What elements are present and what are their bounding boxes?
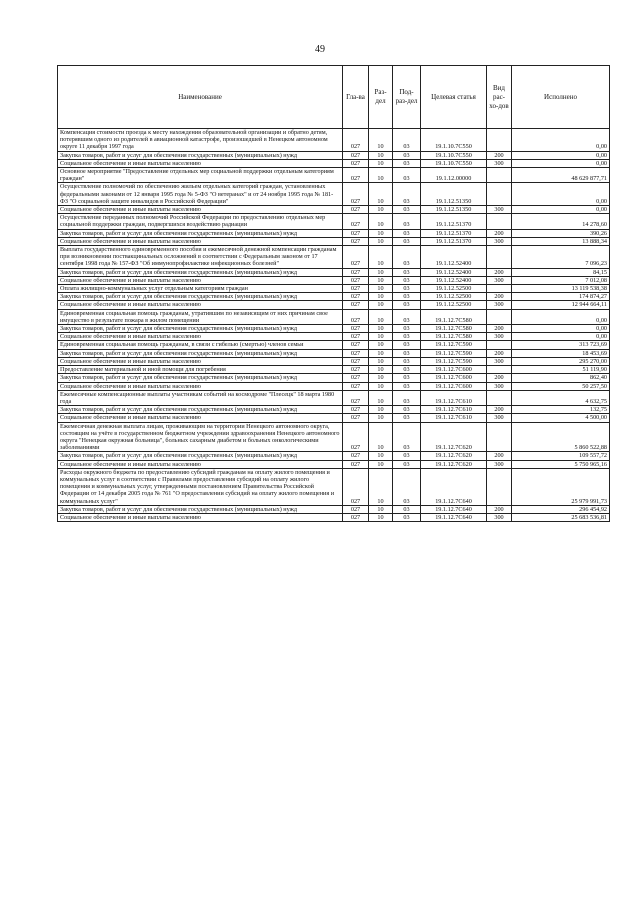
row-name-cell: Социальное обеспечение и иные выплаты населению xyxy=(58,460,343,468)
row-glava-cell: 027 xyxy=(343,293,369,301)
row-glava-cell: 027 xyxy=(343,366,369,374)
row-glava-cell: 027 xyxy=(343,422,369,452)
row-podrazdel-cell: 03 xyxy=(393,129,421,152)
row-expense-type-cell xyxy=(487,309,512,324)
row-name-cell: Закупка товаров, работ и услуг для обеспечения государственных (муниципальных) нужд xyxy=(58,406,343,414)
row-target-article-cell: 19.1.12.52500 xyxy=(421,285,487,293)
row-podrazdel-cell: 03 xyxy=(393,513,421,521)
row-expense-type-cell: 300 xyxy=(487,159,512,167)
table-row xyxy=(58,349,610,357)
row-podrazdel-cell: 03 xyxy=(393,341,421,349)
row-executed-cell: 48 629 877,71 xyxy=(512,168,610,183)
table-row xyxy=(58,183,610,206)
row-name-cell: Социальное обеспечение и иные выплаты населению xyxy=(58,237,343,245)
row-expense-type-cell xyxy=(487,366,512,374)
table-row xyxy=(58,505,610,513)
row-razdel-cell: 10 xyxy=(369,229,393,237)
row-expense-type-cell: 200 xyxy=(487,151,512,159)
table-row xyxy=(58,309,610,324)
row-expense-type-cell: 300 xyxy=(487,382,512,390)
row-podrazdel-cell: 03 xyxy=(393,390,421,405)
row-name-cell: Ежемесячные компенсационные выплаты участникам событий на космодроме "Плесецк" 18 марта 1980 года xyxy=(58,390,343,405)
row-target-article-cell: 19.1.12.52500 xyxy=(421,301,487,309)
row-target-article-cell: 19.1.10.7С550 xyxy=(421,159,487,167)
row-expense-type-cell: 300 xyxy=(487,357,512,365)
row-name-cell: Социальное обеспечение и иные выплаты населению xyxy=(58,301,343,309)
table-row xyxy=(58,168,610,183)
table-row xyxy=(58,325,610,333)
page-number: 49 xyxy=(315,44,325,55)
row-name-cell: Социальное обеспечение и иные выплаты населению xyxy=(58,382,343,390)
row-podrazdel-cell: 03 xyxy=(393,237,421,245)
row-podrazdel-cell: 03 xyxy=(393,406,421,414)
table-row xyxy=(58,268,610,276)
row-executed-cell: 18 453,69 xyxy=(512,349,610,357)
row-podrazdel-cell: 03 xyxy=(393,325,421,333)
header-target-article: Целевая статья xyxy=(421,66,487,129)
row-razdel-cell: 10 xyxy=(369,366,393,374)
table-row xyxy=(58,246,610,269)
row-expense-type-cell xyxy=(487,341,512,349)
row-expense-type-cell: 200 xyxy=(487,406,512,414)
row-target-article-cell: 19.1.12.7С600 xyxy=(421,374,487,382)
row-name-cell: Закупка товаров, работ и услуг для обеспечения государственных (муниципальных) нужд xyxy=(58,349,343,357)
row-name-cell: Выплата государственного единовременного пособия и ежемесячной денежной компенсации гражданам при возникновении поствакцинальных осложнений в соответствии с Федеральным законом от 17 сентября 1998 года № 157-ФЗ "Об иммунопрофилактике инфекционных болезней" xyxy=(58,246,343,269)
row-glava-cell: 027 xyxy=(343,301,369,309)
row-name-cell: Закупка товаров, работ и услуг для обеспечения государственных (муниципальных) нужд xyxy=(58,268,343,276)
row-executed-cell: 14 278,60 xyxy=(512,214,610,229)
table-row xyxy=(58,276,610,284)
row-expense-type-cell: 300 xyxy=(487,460,512,468)
row-podrazdel-cell: 03 xyxy=(393,414,421,422)
row-glava-cell: 027 xyxy=(343,460,369,468)
table-row xyxy=(58,293,610,301)
row-name-cell: Социальное обеспечение и иные выплаты населению xyxy=(58,414,343,422)
row-target-article-cell: 19.1.12.7С580 xyxy=(421,333,487,341)
row-razdel-cell: 10 xyxy=(369,406,393,414)
row-razdel-cell: 10 xyxy=(369,333,393,341)
row-razdel-cell: 10 xyxy=(369,505,393,513)
table-row xyxy=(58,406,610,414)
row-executed-cell: 51 119,90 xyxy=(512,366,610,374)
row-name-cell: Единовременная социальная помощь гражданам, утратившим по независящим от них причинам свое имущество в результате пожара в жилом помещении xyxy=(58,309,343,324)
table-header-row xyxy=(58,66,610,129)
row-razdel-cell: 10 xyxy=(369,468,393,505)
row-executed-cell: 84,15 xyxy=(512,268,610,276)
row-podrazdel-cell: 03 xyxy=(393,159,421,167)
row-expense-type-cell xyxy=(487,422,512,452)
table-row xyxy=(58,460,610,468)
row-executed-cell: 7 012,08 xyxy=(512,276,610,284)
row-target-article-cell: 19.1.12.51350 xyxy=(421,183,487,206)
header-podrazdel: Под-раз-дел xyxy=(393,66,421,129)
row-glava-cell: 027 xyxy=(343,452,369,460)
table-row xyxy=(58,374,610,382)
row-razdel-cell: 10 xyxy=(369,129,393,152)
row-glava-cell: 027 xyxy=(343,129,369,152)
row-razdel-cell: 10 xyxy=(369,168,393,183)
row-executed-cell: 5 750 965,16 xyxy=(512,460,610,468)
row-glava-cell: 027 xyxy=(343,333,369,341)
row-podrazdel-cell: 03 xyxy=(393,452,421,460)
row-glava-cell: 027 xyxy=(343,229,369,237)
row-podrazdel-cell: 03 xyxy=(393,366,421,374)
table-row xyxy=(58,214,610,229)
row-name-cell: Ежемесячная денежная выплата лицам, проживающим на территории Ненецкого автономного округа, состоящим на учёте в государственном бюджетном учреждении здравоохранения Ненецкого автономного округа "Ненецкая окружная больница", больных сахарным диабетом и больных онкологическими заболеваниями xyxy=(58,422,343,452)
row-razdel-cell: 10 xyxy=(369,268,393,276)
row-target-article-cell: 19.1.12.7С620 xyxy=(421,452,487,460)
row-razdel-cell: 10 xyxy=(369,285,393,293)
row-target-article-cell: 19.1.12.52500 xyxy=(421,293,487,301)
row-glava-cell: 027 xyxy=(343,414,369,422)
row-expense-type-cell xyxy=(487,468,512,505)
row-name-cell: Расходы окружного бюджета по предоставлению субсидий гражданам на оплату жилого помещения и коммунальных услуг в соответствии с Правилами предоставления субсидий на оплату жилого помещения и коммунальных услуг, утвержденными постановлением Правительства Российской Федерации от 14 декабря 2005 года № 761 "О предоставлении субсидий на оплату жилого помещения и коммунальных услуг" xyxy=(58,468,343,505)
row-executed-cell: 0,00 xyxy=(512,151,610,159)
row-executed-cell: 50 257,50 xyxy=(512,382,610,390)
row-glava-cell: 027 xyxy=(343,159,369,167)
row-name-cell: Оплата жилищно-коммунальных услуг отдельным категориям граждан xyxy=(58,285,343,293)
row-executed-cell: 0,00 xyxy=(512,325,610,333)
row-expense-type-cell: 200 xyxy=(487,268,512,276)
row-target-article-cell: 19.1.12.7С580 xyxy=(421,325,487,333)
row-glava-cell: 027 xyxy=(343,513,369,521)
row-razdel-cell: 10 xyxy=(369,414,393,422)
row-expense-type-cell xyxy=(487,168,512,183)
table-row xyxy=(58,422,610,452)
row-podrazdel-cell: 03 xyxy=(393,168,421,183)
row-target-article-cell: 19.1.12.7С640 xyxy=(421,513,487,521)
row-name-cell: Социальное обеспечение и иные выплаты населению xyxy=(58,333,343,341)
row-podrazdel-cell: 03 xyxy=(393,183,421,206)
row-razdel-cell: 10 xyxy=(369,183,393,206)
row-razdel-cell: 10 xyxy=(369,246,393,269)
row-name-cell: Закупка товаров, работ и услуг для обеспечения государственных (муниципальных) нужд xyxy=(58,452,343,460)
table-row xyxy=(58,151,610,159)
row-expense-type-cell: 300 xyxy=(487,276,512,284)
row-glava-cell: 027 xyxy=(343,374,369,382)
row-target-article-cell: 19.1.12.52400 xyxy=(421,276,487,284)
row-glava-cell: 027 xyxy=(343,285,369,293)
row-target-article-cell: 19.1.12.7С590 xyxy=(421,341,487,349)
row-name-cell: Социальное обеспечение и иные выплаты населению xyxy=(58,513,343,521)
row-target-article-cell: 19.1.12.7С610 xyxy=(421,406,487,414)
row-expense-type-cell xyxy=(487,246,512,269)
row-podrazdel-cell: 03 xyxy=(393,460,421,468)
header-razdel: Раз-дел xyxy=(369,66,393,129)
row-razdel-cell: 10 xyxy=(369,382,393,390)
row-executed-cell: 12 944 664,11 xyxy=(512,301,610,309)
row-target-article-cell: 19.1.12.7С640 xyxy=(421,505,487,513)
row-expense-type-cell xyxy=(487,214,512,229)
row-executed-cell: 132,75 xyxy=(512,406,610,414)
table-row xyxy=(58,301,610,309)
row-razdel-cell: 10 xyxy=(369,460,393,468)
row-executed-cell: 295 270,00 xyxy=(512,357,610,365)
row-target-article-cell: 19.1.12.52400 xyxy=(421,268,487,276)
row-podrazdel-cell: 03 xyxy=(393,422,421,452)
row-target-article-cell: 19.1.12.52400 xyxy=(421,246,487,269)
row-glava-cell: 027 xyxy=(343,214,369,229)
row-glava-cell: 027 xyxy=(343,276,369,284)
row-glava-cell: 027 xyxy=(343,382,369,390)
row-razdel-cell: 10 xyxy=(369,159,393,167)
row-expense-type-cell: 300 xyxy=(487,333,512,341)
row-executed-cell: 296 454,92 xyxy=(512,505,610,513)
row-target-article-cell: 19.1.12.7С640 xyxy=(421,468,487,505)
row-glava-cell: 027 xyxy=(343,349,369,357)
table-row xyxy=(58,206,610,214)
row-name-cell: Закупка товаров, работ и услуг для обеспечения государственных (муниципальных) нужд xyxy=(58,229,343,237)
row-glava-cell: 027 xyxy=(343,151,369,159)
row-podrazdel-cell: 03 xyxy=(393,468,421,505)
table-row xyxy=(58,390,610,405)
row-executed-cell: 0,00 xyxy=(512,333,610,341)
row-glava-cell: 027 xyxy=(343,390,369,405)
table-row xyxy=(58,285,610,293)
table-row xyxy=(58,513,610,521)
table-row xyxy=(58,382,610,390)
row-target-article-cell: 19.1.12.51370 xyxy=(421,214,487,229)
row-expense-type-cell: 200 xyxy=(487,374,512,382)
row-executed-cell: 7 096,23 xyxy=(512,246,610,269)
row-glava-cell: 027 xyxy=(343,325,369,333)
row-podrazdel-cell: 03 xyxy=(393,268,421,276)
row-executed-cell: 5 860 522,88 xyxy=(512,422,610,452)
row-name-cell: Единовременная социальная помощь гражданам, в связи с гибелью (смертью) членов семьи xyxy=(58,341,343,349)
row-executed-cell: 174 874,27 xyxy=(512,293,610,301)
row-expense-type-cell: 200 xyxy=(487,452,512,460)
row-executed-cell: 25 979 991,73 xyxy=(512,468,610,505)
row-razdel-cell: 10 xyxy=(369,206,393,214)
row-executed-cell: 13 119 538,38 xyxy=(512,285,610,293)
row-expense-type-cell: 200 xyxy=(487,229,512,237)
row-name-cell: Социальное обеспечение и иные выплаты населению xyxy=(58,206,343,214)
row-executed-cell: 13 888,34 xyxy=(512,237,610,245)
row-razdel-cell: 10 xyxy=(369,309,393,324)
row-name-cell: Закупка товаров, работ и услуг для обеспечения государственных (муниципальных) нужд xyxy=(58,293,343,301)
row-razdel-cell: 10 xyxy=(369,513,393,521)
row-executed-cell: 862,40 xyxy=(512,374,610,382)
row-razdel-cell: 10 xyxy=(369,357,393,365)
row-expense-type-cell xyxy=(487,285,512,293)
budget-table xyxy=(57,65,610,522)
row-razdel-cell: 10 xyxy=(369,374,393,382)
header-expense-type: Вид рас-хо-дов xyxy=(487,66,512,129)
row-executed-cell: 4 632,75 xyxy=(512,390,610,405)
row-name-cell: Закупка товаров, работ и услуг для обеспечения государственных (муниципальных) нужд xyxy=(58,151,343,159)
row-glava-cell: 027 xyxy=(343,206,369,214)
row-razdel-cell: 10 xyxy=(369,151,393,159)
row-glava-cell: 027 xyxy=(343,168,369,183)
table-row xyxy=(58,341,610,349)
table-row xyxy=(58,333,610,341)
row-target-article-cell: 19.1.12.7С610 xyxy=(421,414,487,422)
table-row xyxy=(58,237,610,245)
row-glava-cell: 027 xyxy=(343,237,369,245)
row-podrazdel-cell: 03 xyxy=(393,293,421,301)
row-target-article-cell: 19.1.12.7С620 xyxy=(421,460,487,468)
row-name-cell: Закупка товаров, работ и услуг для обеспечения государственных (муниципальных) нужд xyxy=(58,325,343,333)
row-expense-type-cell: 300 xyxy=(487,206,512,214)
row-razdel-cell: 10 xyxy=(369,276,393,284)
row-podrazdel-cell: 03 xyxy=(393,151,421,159)
row-razdel-cell: 10 xyxy=(369,452,393,460)
row-expense-type-cell: 200 xyxy=(487,293,512,301)
row-target-article-cell: 19.1.10.7С550 xyxy=(421,151,487,159)
row-glava-cell: 027 xyxy=(343,357,369,365)
row-executed-cell: 25 683 536,81 xyxy=(512,513,610,521)
row-executed-cell: 0,00 xyxy=(512,129,610,152)
row-razdel-cell: 10 xyxy=(369,214,393,229)
row-expense-type-cell xyxy=(487,129,512,152)
row-executed-cell: 4 500,00 xyxy=(512,414,610,422)
row-target-article-cell: 19.1.10.7С550 xyxy=(421,129,487,152)
row-name-cell: Предоставление материальной и иной помощи для погребения xyxy=(58,366,343,374)
table-row xyxy=(58,452,610,460)
row-target-article-cell: 19.1.12.51370 xyxy=(421,237,487,245)
row-podrazdel-cell: 03 xyxy=(393,357,421,365)
row-glava-cell: 027 xyxy=(343,505,369,513)
row-podrazdel-cell: 03 xyxy=(393,374,421,382)
row-target-article-cell: 19.1.12.00000 xyxy=(421,168,487,183)
row-expense-type-cell: 200 xyxy=(487,505,512,513)
row-executed-cell: 109 557,72 xyxy=(512,452,610,460)
row-target-article-cell: 19.1.12.7С610 xyxy=(421,390,487,405)
row-podrazdel-cell: 03 xyxy=(393,301,421,309)
row-executed-cell: 0,00 xyxy=(512,309,610,324)
row-expense-type-cell: 200 xyxy=(487,325,512,333)
row-executed-cell: 0,00 xyxy=(512,159,610,167)
row-target-article-cell: 19.1.12.7С620 xyxy=(421,422,487,452)
row-glava-cell: 027 xyxy=(343,183,369,206)
header-name: Наименование xyxy=(58,66,343,129)
row-target-article-cell: 19.1.12.7С590 xyxy=(421,349,487,357)
row-razdel-cell: 10 xyxy=(369,341,393,349)
row-name-cell: Социальное обеспечение и иные выплаты населению xyxy=(58,357,343,365)
row-target-article-cell: 19.1.12.51370 xyxy=(421,229,487,237)
table-row xyxy=(58,468,610,505)
row-name-cell: Компенсация стоимости проезда к месту нахождения образовательной организации и обратно детям, потерявшим одного из родителей в авиационной катастрофе, произошедшей в Ненецком автономном округе 11 декабря 1997 года xyxy=(58,129,343,152)
row-podrazdel-cell: 03 xyxy=(393,229,421,237)
row-executed-cell: 0,00 xyxy=(512,183,610,206)
row-glava-cell: 027 xyxy=(343,406,369,414)
row-podrazdel-cell: 03 xyxy=(393,309,421,324)
table-row xyxy=(58,159,610,167)
row-expense-type-cell: 300 xyxy=(487,237,512,245)
table-row xyxy=(58,229,610,237)
row-name-cell: Закупка товаров, работ и услуг для обеспечения государственных (муниципальных) нужд xyxy=(58,374,343,382)
row-podrazdel-cell: 03 xyxy=(393,214,421,229)
row-target-article-cell: 19.1.12.7С600 xyxy=(421,366,487,374)
row-expense-type-cell xyxy=(487,390,512,405)
row-podrazdel-cell: 03 xyxy=(393,349,421,357)
row-expense-type-cell xyxy=(487,183,512,206)
row-target-article-cell: 19.1.12.51350 xyxy=(421,206,487,214)
row-podrazdel-cell: 03 xyxy=(393,505,421,513)
row-expense-type-cell: 300 xyxy=(487,414,512,422)
row-name-cell: Осуществление переданных полномочий Российской Федерации по предоставлению отдельных мер социальной поддержки граждан, подвергшихся воздействию радиации xyxy=(58,214,343,229)
row-name-cell: Социальное обеспечение и иные выплаты населению xyxy=(58,159,343,167)
table-row xyxy=(58,357,610,365)
row-executed-cell: 313 723,69 xyxy=(512,341,610,349)
row-name-cell: Социальное обеспечение и иные выплаты населению xyxy=(58,276,343,284)
row-glava-cell: 027 xyxy=(343,246,369,269)
row-executed-cell: 390,26 xyxy=(512,229,610,237)
row-executed-cell: 0,00 xyxy=(512,206,610,214)
row-name-cell: Основное мероприятие "Предоставление отдельных мер социальной поддержки отдельным категориям граждан" xyxy=(58,168,343,183)
row-razdel-cell: 10 xyxy=(369,237,393,245)
row-razdel-cell: 10 xyxy=(369,390,393,405)
row-glava-cell: 027 xyxy=(343,268,369,276)
row-expense-type-cell: 200 xyxy=(487,349,512,357)
row-target-article-cell: 19.1.12.7С590 xyxy=(421,357,487,365)
row-name-cell: Закупка товаров, работ и услуг для обеспечения государственных (муниципальных) нужд xyxy=(58,505,343,513)
row-razdel-cell: 10 xyxy=(369,422,393,452)
row-razdel-cell: 10 xyxy=(369,293,393,301)
table-row xyxy=(58,366,610,374)
row-glava-cell: 027 xyxy=(343,309,369,324)
table-row xyxy=(58,414,610,422)
header-glava: Гла-ва xyxy=(343,66,369,129)
row-podrazdel-cell: 03 xyxy=(393,333,421,341)
row-expense-type-cell: 300 xyxy=(487,513,512,521)
row-glava-cell: 027 xyxy=(343,341,369,349)
row-podrazdel-cell: 03 xyxy=(393,246,421,269)
row-expense-type-cell: 300 xyxy=(487,301,512,309)
header-executed: Исполнено xyxy=(512,66,610,129)
row-target-article-cell: 19.1.12.7С600 xyxy=(421,382,487,390)
row-razdel-cell: 10 xyxy=(369,325,393,333)
row-glava-cell: 027 xyxy=(343,468,369,505)
row-podrazdel-cell: 03 xyxy=(393,206,421,214)
row-podrazdel-cell: 03 xyxy=(393,382,421,390)
row-target-article-cell: 19.1.12.7С580 xyxy=(421,309,487,324)
row-podrazdel-cell: 03 xyxy=(393,276,421,284)
table-row xyxy=(58,129,610,152)
row-razdel-cell: 10 xyxy=(369,349,393,357)
row-razdel-cell: 10 xyxy=(369,301,393,309)
row-podrazdel-cell: 03 xyxy=(393,285,421,293)
row-name-cell: Осуществление полномочий по обеспечению жильем отдельных категорий граждан, установленных федеральными законами от 12 января 1995 года № 5-ФЗ "О ветеранах" и от 24 ноября 1995 года № 181-ФЗ "О социальной защите инвалидов в Российской Федерации" xyxy=(58,183,343,206)
